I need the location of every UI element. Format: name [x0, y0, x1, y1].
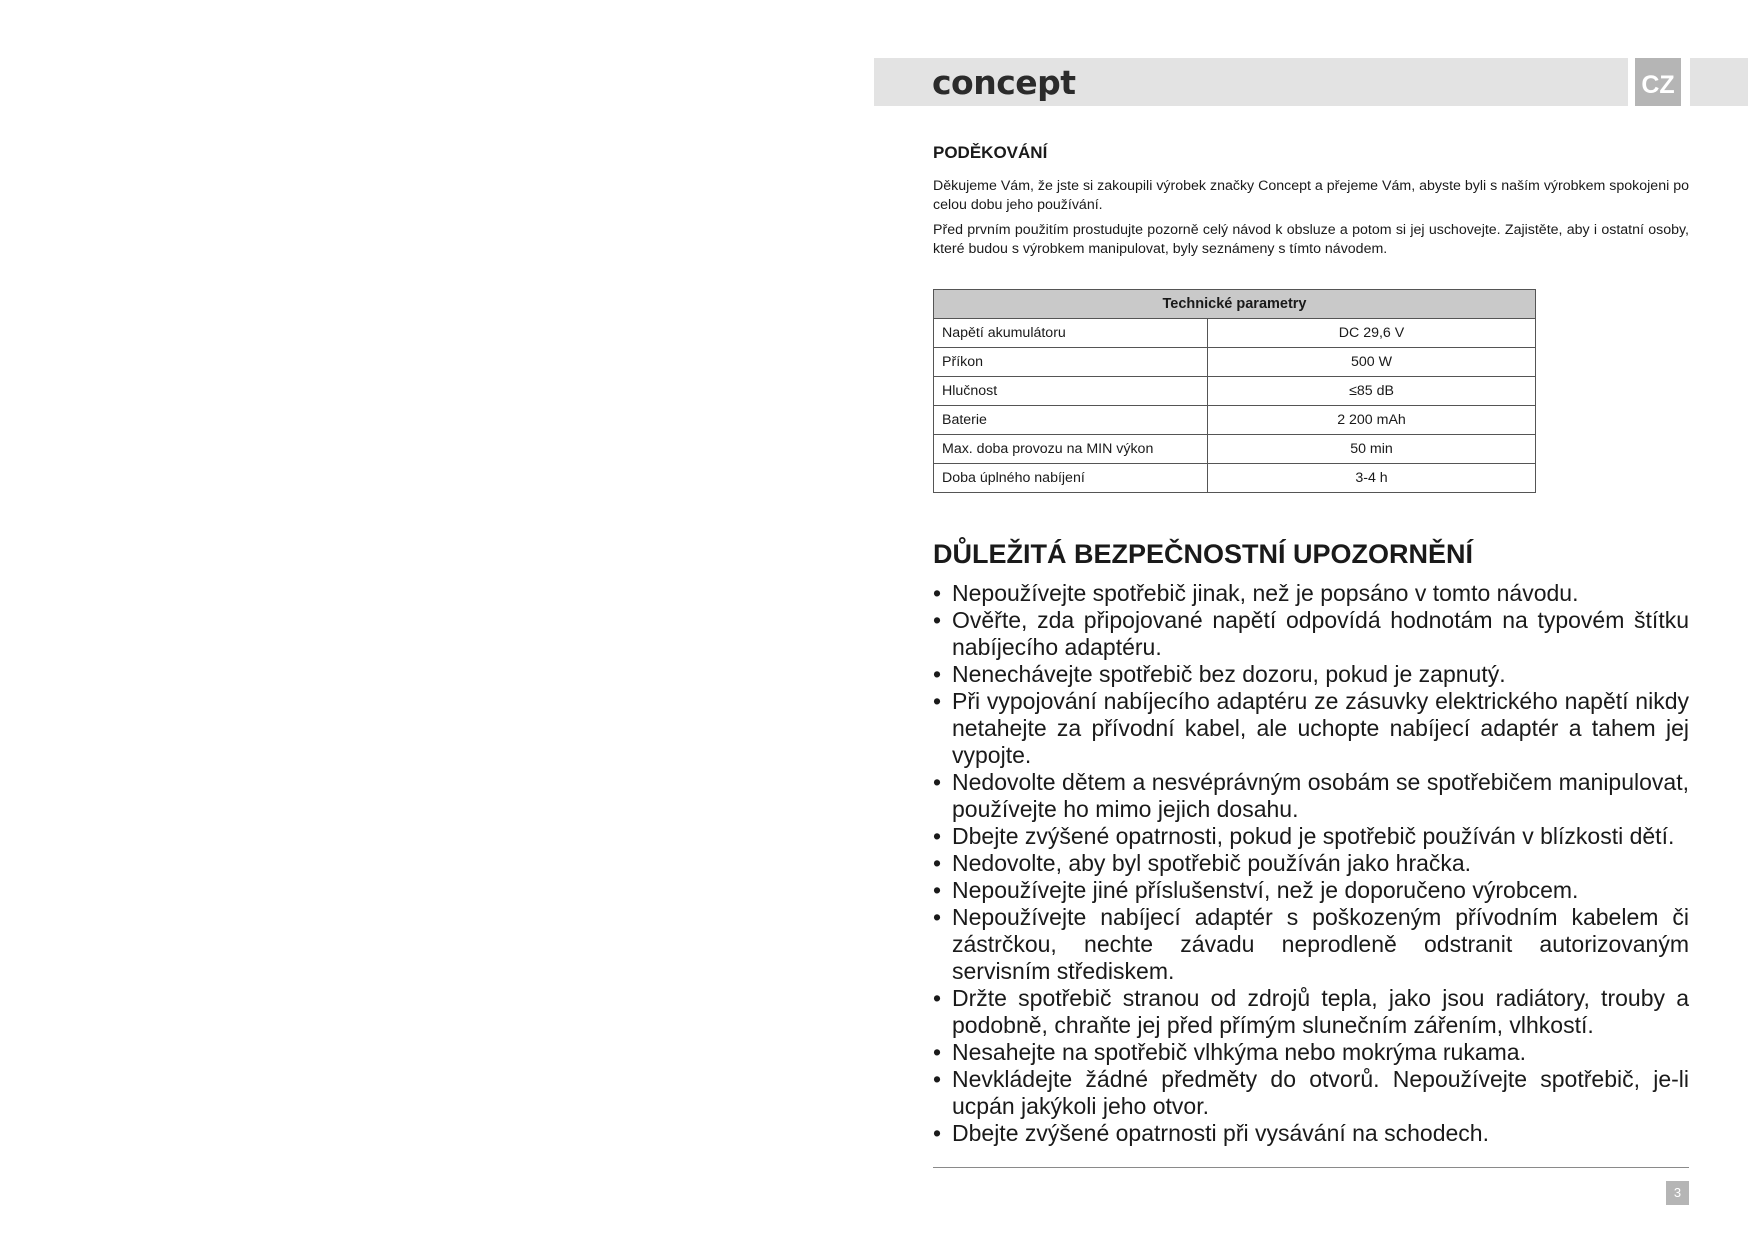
list-item-text: Nesahejte na spotřebič vlhkýma nebo mokrýma rukama.	[952, 1039, 1526, 1065]
spec-table-header-row	[934, 290, 1536, 319]
table-row	[934, 377, 1536, 406]
safety-list	[933, 580, 1689, 1147]
table-row	[934, 406, 1536, 435]
list-item-text: Dbejte zvýšené opatrnosti, pokud je spotřebič používán v blízkosti dětí.	[952, 823, 1675, 849]
table-row	[934, 464, 1536, 493]
list-item	[933, 580, 1689, 607]
bullet-icon: •	[933, 904, 942, 930]
list-item	[933, 1039, 1689, 1066]
spec-value: DC 29,6 V	[1208, 319, 1536, 348]
table-row	[934, 319, 1536, 348]
spec-label: Baterie	[934, 406, 1208, 435]
list-item	[933, 904, 1689, 985]
spec-value: 50 min	[1208, 435, 1536, 464]
spec-table-title: Technické parametry	[934, 290, 1536, 319]
bullet-icon: •	[933, 850, 942, 876]
list-item-text: Při vypojování nabíjecího adaptéru ze zásuvky elektrického napětí nikdy netahejte za přívodní kabel, ale uchopte nabíjecí adaptér a tahem jej vypojte.	[952, 688, 1689, 768]
spec-label: Napětí akumulátoru	[934, 319, 1208, 348]
spec-label: Doba úplného nabíjení	[934, 464, 1208, 493]
list-item-text: Nepoužívejte nabíjecí adaptér s poškozeným přívodním kabelem či zástrčkou, nechte závadu neprodleně odstranit autorizovaným servisním střediskem.	[952, 904, 1689, 984]
table-row	[934, 435, 1536, 464]
spec-table	[933, 289, 1536, 493]
list-item	[933, 1120, 1689, 1147]
brand-logo: concept	[932, 63, 1076, 102]
safety-heading: DŮLEŽITÁ BEZPEČNOSTNÍ UPOZORNĚNÍ	[933, 539, 1474, 569]
list-item	[933, 607, 1689, 661]
list-item-text: Ověřte, zda připojované napětí odpovídá hodnotám na typovém štítku nabíjecího adaptéru.	[952, 607, 1689, 660]
list-item-text: Nepoužívejte jiné příslušenství, než je doporučeno výrobcem.	[952, 877, 1579, 903]
bullet-icon: •	[933, 877, 942, 903]
list-item	[933, 985, 1689, 1039]
list-item	[933, 661, 1689, 688]
bullet-icon: •	[933, 1120, 942, 1146]
bullet-icon: •	[933, 823, 942, 849]
spec-value: 3-4 h	[1208, 464, 1536, 493]
list-item-text: Nedovolte, aby byl spotřebič používán jako hračka.	[952, 850, 1472, 876]
language-tab: CZ	[1635, 58, 1681, 106]
list-item-text: Nepoužívejte spotřebič jinak, než je popsáno v tomto návodu.	[952, 580, 1579, 606]
spec-value: 500 W	[1208, 348, 1536, 377]
thanks-paragraph: Před prvním použitím prostudujte pozorně celý návod k obsluze a potom si jej uschovejte. Zajistěte, aby i ostatní osoby, které budou s výrobkem manipulovat, byly seznámeny s tímto návodem.	[933, 222, 1689, 257]
spec-value: 2 200 mAh	[1208, 406, 1536, 435]
thanks-paragraph: Děkujeme Vám, že jste si zakoupili výrobek značky Concept a přejeme Vám, abyste byli s naším výrobkem spokojeni po celou dobu jeho používání.	[933, 178, 1689, 213]
spec-label: Max. doba provozu na MIN výkon	[934, 435, 1208, 464]
list-item-text: Nenechávejte spotřebič bez dozoru, pokud je zapnutý.	[952, 661, 1506, 687]
bullet-icon: •	[933, 985, 942, 1011]
thanks-heading: PODĚKOVÁNÍ	[933, 143, 1048, 162]
list-item-text: Dbejte zvýšené opatrnosti při vysávání na schodech.	[952, 1120, 1489, 1146]
bullet-icon: •	[933, 688, 942, 714]
list-item	[933, 1066, 1689, 1120]
list-item-text: Nedovolte dětem a nesvéprávným osobám se spotřebičem manipulovat, používejte ho mimo jejich dosahu.	[952, 769, 1689, 822]
bullet-icon: •	[933, 580, 942, 606]
spec-label: Příkon	[934, 348, 1208, 377]
table-row	[934, 348, 1536, 377]
header-bar-end	[1690, 58, 1748, 106]
page-number: 3	[1666, 1181, 1689, 1205]
bullet-icon: •	[933, 769, 942, 795]
spec-label: Hlučnost	[934, 377, 1208, 406]
list-item-text: Nevkládejte žádné předměty do otvorů. Nepoužívejte spotřebič, je-li ucpán jakýkoli jeho otvor.	[952, 1066, 1689, 1119]
bullet-icon: •	[933, 1039, 942, 1065]
spec-value: ≤85 dB	[1208, 377, 1536, 406]
list-item	[933, 877, 1689, 904]
list-item	[933, 769, 1689, 823]
bullet-icon: •	[933, 661, 942, 687]
list-item	[933, 823, 1689, 850]
bullet-icon: •	[933, 1066, 942, 1092]
footer-divider	[933, 1167, 1689, 1168]
list-item	[933, 850, 1689, 877]
list-item	[933, 688, 1689, 769]
bullet-icon: •	[933, 607, 942, 633]
list-item-text: Držte spotřebič stranou od zdrojů tepla, jako jsou radiátory, trouby a podobně, chraňte jej před přímým slunečním zářením, vlhkostí.	[952, 985, 1689, 1038]
page-content	[933, 143, 1689, 1147]
